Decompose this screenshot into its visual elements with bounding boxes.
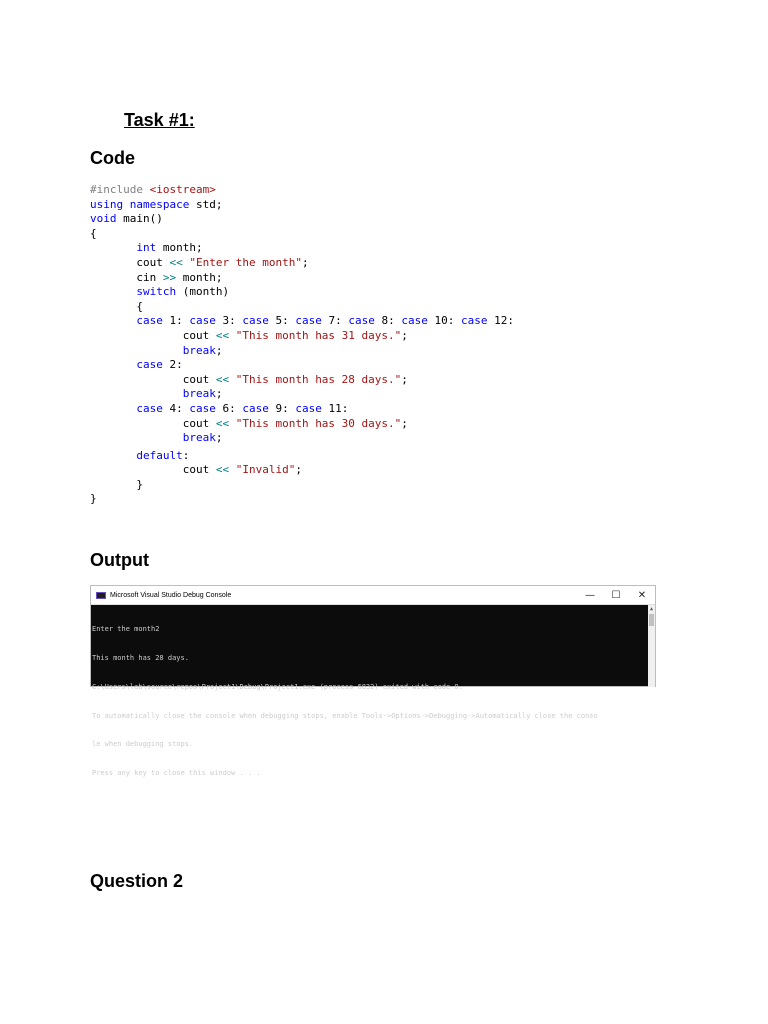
code-token [90,241,136,254]
code-token: 8: [374,314,402,328]
code-token: main() [116,212,163,226]
code-token: case [242,401,269,415]
console-scrollbar[interactable] [648,605,655,687]
code-token: >> [162,270,177,284]
code-token: case [295,314,322,328]
maximize-button[interactable]: ☐ [611,589,621,601]
code-token: void [90,212,117,226]
code-token: cout [90,372,216,386]
console-line: C:\Users\lab\source\repos\Project1\Debug\Project1.exe (process 6832) exited with code 0. [92,682,463,691]
code-line [90,212,514,227]
code-token: ; [301,255,309,269]
code-line [90,285,514,300]
code-token: << [215,416,230,430]
console-line: This month has 28 days. [92,653,189,662]
code-token: 6: [215,401,243,415]
code-token: case [136,314,163,328]
code-token: case [348,314,375,328]
code-token: "Enter the month" [189,255,302,269]
code-token: << [215,328,230,342]
code-line [90,329,514,344]
code-token: "Invalid" [235,463,296,477]
code-block [90,183,514,507]
console-line: Enter the month2 [92,625,160,634]
code-token: case [242,314,269,328]
code-token [90,358,136,371]
code-line [90,417,514,432]
code-token [229,329,236,342]
code-token: ; [401,372,408,386]
code-token: switch [136,285,177,299]
code-token: ; [215,343,223,357]
code-token: ; [295,463,302,477]
code-token [123,198,130,211]
code-line [90,183,514,198]
code-token: int [136,241,157,255]
code-line [90,300,514,315]
code-token: cin [90,270,163,284]
code-token [90,449,136,462]
code-token [229,417,236,430]
question-2-heading: Question 2 [90,871,184,891]
code-token: { [90,299,143,313]
console-app-icon [96,592,106,599]
code-line [90,463,514,478]
code-token: using [90,197,124,211]
code-token: 12: [487,314,514,328]
code-line [90,198,514,213]
console-line: le when debugging stops. [92,740,194,749]
code-token: << [169,255,183,269]
code-token: case [136,401,163,415]
code-line [90,492,514,507]
code-line [90,256,514,271]
code-token [229,373,236,386]
code-token: case [189,401,216,415]
task-title: Task #1: [124,110,195,130]
code-token: case [136,358,163,372]
code-token: 7: [321,314,349,328]
code-token: "This month has 30 days." [235,416,402,430]
code-line [90,431,514,446]
code-token: ; [215,431,223,445]
code-token [90,402,136,415]
console-title: Microsoft Visual Studio Debug Console [110,591,232,599]
code-token: 4: [162,401,190,415]
close-button[interactable]: ✕ [637,589,647,601]
code-token: ; [401,416,408,430]
code-line [90,373,514,388]
code-token: ; [215,387,223,401]
code-token [90,431,183,444]
code-token: #include [90,183,150,196]
code-token: cout [90,463,216,477]
code-line [90,314,514,329]
code-token: month; [156,241,203,255]
code-token: case [401,314,428,328]
minimize-button[interactable]: — [585,589,595,601]
console-output [91,605,655,778]
code-token: 3: [215,314,243,328]
code-token: } [90,477,143,491]
code-token: break [182,431,216,445]
code-line [90,271,514,286]
code-token: case [189,314,216,328]
code-token: case [460,314,488,328]
code-token: ; [401,328,408,342]
code-token [229,463,236,476]
scroll-thumb[interactable] [649,614,654,626]
code-token [90,387,183,400]
code-token: "This month has 28 days." [235,372,402,386]
code-line [90,241,514,256]
code-token: cout [90,255,170,269]
code-token: : [182,448,190,462]
code-token: <iostream> [149,183,216,196]
code-token: } [90,492,97,506]
code-token: 1: [162,314,190,328]
console-line: To automatically close the console when debugging stops, enable Tools->Options->Debugging->Automatically close the conso [92,711,598,720]
code-token: { [90,226,97,240]
code-token: 5: [268,314,296,328]
console-line: Press any key to close this window . . . [92,769,261,778]
code-token: << [215,463,230,477]
code-line [90,344,514,359]
debug-console-window [90,585,656,778]
code-token: 9: [268,401,296,415]
code-token: << [215,372,230,386]
code-token: break [182,387,216,401]
code-token: month; [176,270,223,284]
code-token: (month) [176,285,230,299]
code-token [90,344,183,357]
console-titlebar[interactable] [91,586,655,605]
code-token: namespace [129,197,190,211]
code-token: cout [90,416,216,430]
code-token: 2: [162,358,183,372]
code-line [90,227,514,242]
code-token [90,314,136,327]
scroll-up-arrow-icon[interactable]: ▲ [649,606,653,612]
code-token: std; [189,197,223,211]
code-line [90,387,514,402]
code-token: default [136,448,183,462]
code-line [90,402,514,417]
code-line [90,358,514,373]
code-token: case [295,401,322,415]
code-token [90,285,136,298]
code-line [90,478,514,493]
code-token: break [182,343,216,357]
code-token: cout [90,328,216,342]
code-token: "This month has 31 days." [235,328,402,342]
code-token: 11: [321,401,349,415]
code-heading: Code [90,148,135,168]
code-line [90,449,514,464]
output-heading: Output [90,550,149,570]
code-token: 10: [427,314,461,328]
